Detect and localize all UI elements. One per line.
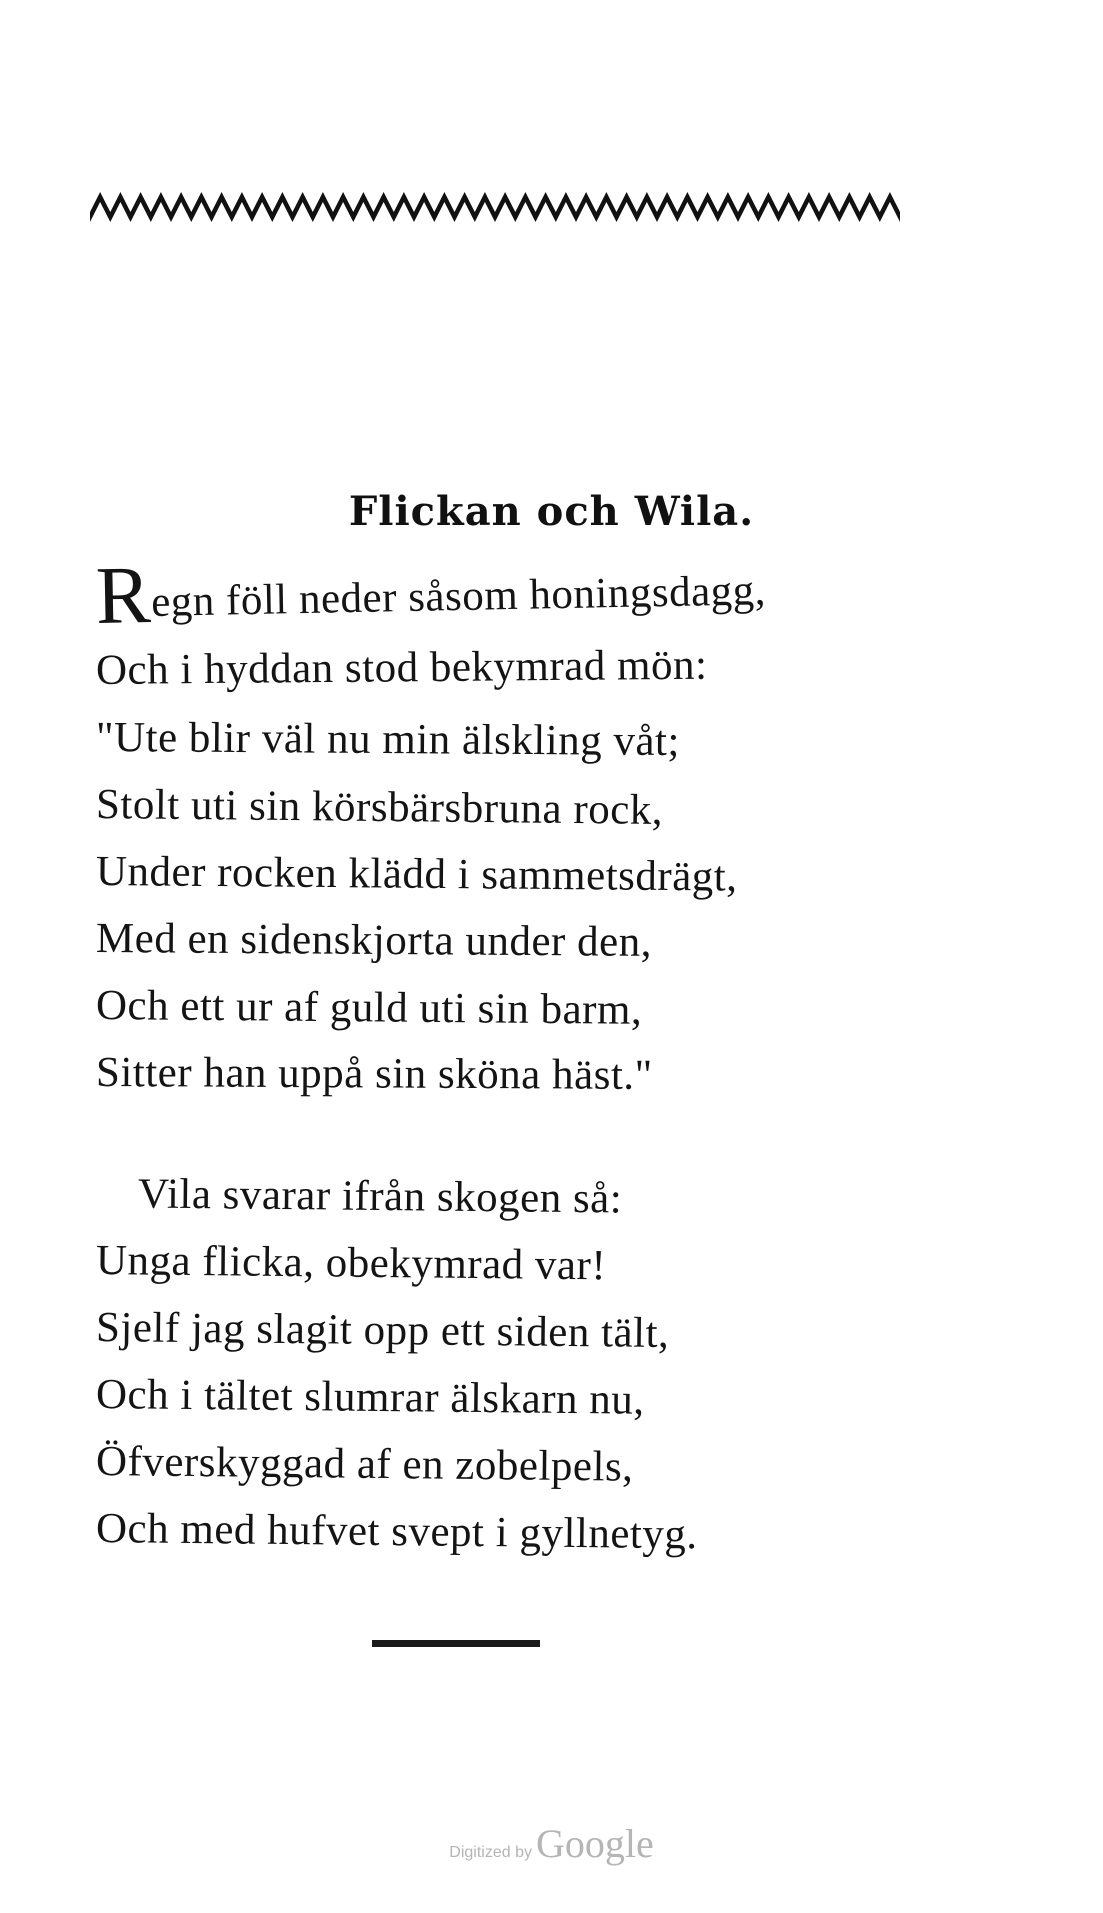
end-rule — [372, 1640, 540, 1647]
poem-line: Sjelf jag slagit opp ett siden tält, — [95, 1304, 670, 1358]
digitized-watermark — [0, 1820, 1103, 1867]
poem-line: Och i tältet slumrar älskarn nu, — [95, 1371, 645, 1424]
stanza-1 — [94, 548, 767, 1106]
watermark-prefix: Digitized by — [449, 1844, 532, 1861]
poem-line: "Ute blir väl nu min älskling våt; — [95, 714, 681, 766]
poem-line-text: egn föll neder såsom honingsdagg, — [150, 567, 767, 626]
poem-line: Öfverskyggad af en zobelpels, — [95, 1438, 634, 1491]
poem-line: Och i hyddan stod bekymrad mön: — [95, 641, 708, 694]
poem-title: Flickan och Wila. — [348, 488, 755, 535]
zigzag-border-ornament — [90, 178, 900, 226]
poem-line: Stolt uti sin körsbärsbruna rock, — [95, 781, 664, 834]
poem-line: Sitter han uppå sin sköna häst." — [95, 1049, 653, 1099]
poem-line: Och med hufvet svept i gyllnetyg. — [95, 1505, 698, 1559]
poem-line-1 — [94, 548, 767, 641]
poem-line: Vila svarar ifrån skogen så: — [137, 1170, 623, 1223]
drop-cap: R — [94, 548, 152, 641]
watermark-brand: Google — [535, 1821, 654, 1866]
poem-line: Med en sidenskjorta under den, — [95, 915, 653, 966]
stanza-2 — [96, 1160, 698, 1562]
poem-line: Och ett ur af guld uti sin barm, — [95, 982, 643, 1034]
poem-line: Under rocken klädd i sammetsdrägt, — [95, 848, 738, 901]
poem-line: Unga flicka, obekymrad var! — [95, 1237, 607, 1290]
